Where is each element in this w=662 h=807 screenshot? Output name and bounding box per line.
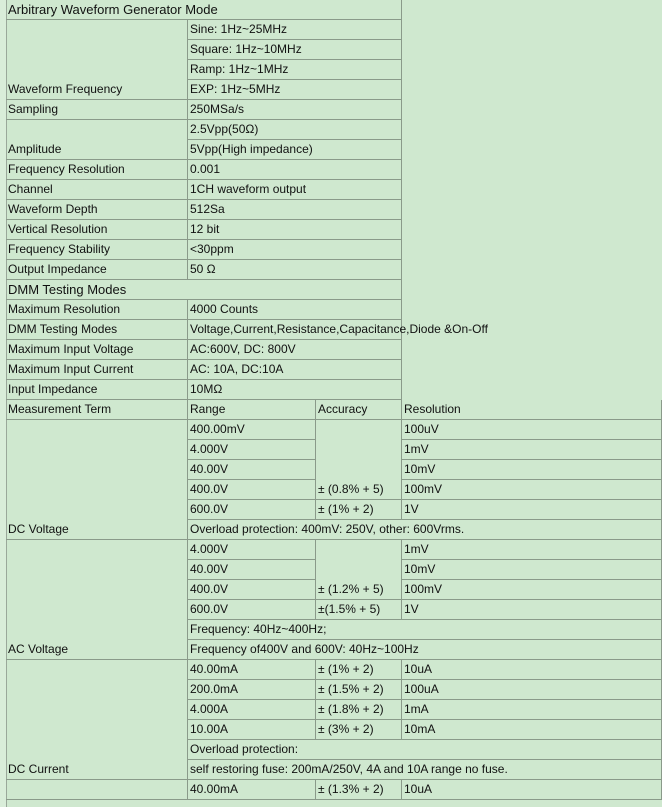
table-cell[interactable]: AC:600V, DC: 800V (188, 340, 402, 360)
table-cell[interactable]: self restoring fuse: 200mA/250V, 4A and 10A range no fuse. (188, 760, 662, 780)
table-cell[interactable]: Maximum Input Voltage (6, 340, 188, 360)
table-cell[interactable]: Waveform Depth (6, 200, 188, 220)
table-cell[interactable]: DMM Testing Modes (6, 280, 402, 300)
table-cell[interactable]: <30ppm (188, 240, 402, 260)
table-cell[interactable]: 100uA (402, 680, 662, 700)
table-cell[interactable]: 40.00mA (188, 660, 316, 680)
table-cell[interactable]: ± (0.8% + 5) (316, 420, 402, 500)
table-cell[interactable]: DC Current (6, 660, 188, 780)
table-cell[interactable]: 400.00mV (188, 420, 316, 440)
table-cell[interactable]: ± (3% + 2) (316, 720, 402, 740)
table-cell[interactable]: Channel (6, 180, 188, 200)
table-cell[interactable]: 5Vpp(High impedance) (188, 140, 402, 160)
table-cell[interactable]: 10mV (402, 460, 662, 480)
table-cell[interactable]: ± (1.8% + 2) (316, 700, 402, 720)
table-cell[interactable]: Arbitrary Waveform Generator Mode (6, 0, 402, 20)
table-cell[interactable]: ± (1.2% + 5) (316, 540, 402, 600)
table-cell[interactable]: 1mV (402, 440, 662, 460)
table-cell[interactable]: Ramp: 1Hz~1MHz (188, 60, 402, 80)
table-cell[interactable]: 400.0V (188, 480, 316, 500)
table-cell[interactable]: Maximum Resolution (6, 300, 188, 320)
table-cell[interactable]: 200.0mA (188, 680, 316, 700)
table-cell[interactable]: 400.0V (188, 580, 316, 600)
table-cell[interactable]: 12 bit (188, 220, 402, 240)
table-cell[interactable]: ± (1.3% + 2) (316, 780, 402, 800)
table-cell[interactable]: 600.0V (188, 600, 316, 620)
table-cell[interactable]: Input Impedance (6, 380, 188, 400)
table-cell[interactable]: Square: 1Hz~10MHz (188, 40, 402, 60)
table-cell[interactable]: ±(1.5% + 5) (316, 600, 402, 620)
table-cell[interactable]: 40.00V (188, 460, 316, 480)
table-cell[interactable]: 512Sa (188, 200, 402, 220)
table-cell[interactable]: Frequency Resolution (6, 160, 188, 180)
table-cell[interactable]: Waveform Frequency (6, 20, 188, 100)
table-cell[interactable]: Sine: 1Hz~25MHz (188, 20, 402, 40)
table-cell[interactable]: EXP: 1Hz~5MHz (188, 80, 402, 100)
table-cell[interactable]: Frequency: 40Hz~400Hz; (188, 620, 662, 640)
table-cell[interactable]: 10.00A (188, 720, 316, 740)
table-cell[interactable]: 4.000A (188, 700, 316, 720)
table-cell[interactable]: 1V (402, 600, 662, 620)
table-cell[interactable]: 600.0V (188, 500, 316, 520)
table-cell[interactable]: 10uA (402, 780, 662, 800)
table-cell[interactable]: Overload protection: (188, 740, 662, 760)
table-cell[interactable]: 250MSa/s (188, 100, 402, 120)
table-cell[interactable]: Measurement Term (6, 400, 188, 420)
table-cell[interactable]: 40.00V (188, 560, 316, 580)
table-cell[interactable]: 50 Ω (188, 260, 402, 280)
table-cell[interactable]: ± (1% + 2) (316, 660, 402, 680)
table-cell[interactable]: AC Voltage (6, 540, 188, 660)
table-cell[interactable]: 100mV (402, 480, 662, 500)
table-cell[interactable]: Sampling (6, 100, 188, 120)
table-cell[interactable]: 1CH waveform output (188, 180, 402, 200)
table-cell[interactable]: Overload protection: 400mV: 250V, other: 600Vrms. (188, 520, 662, 540)
table-cell[interactable]: DC Voltage (6, 420, 188, 540)
table-cell[interactable]: 10mV (402, 560, 662, 580)
table-cell[interactable]: 10uA (402, 660, 662, 680)
table-cell[interactable]: 100mV (402, 580, 662, 600)
table-cell[interactable]: Vertical Resolution (6, 220, 188, 240)
table-cell[interactable]: 4.000V (188, 440, 316, 460)
table-cell[interactable]: ± (1.5% + 2) (316, 680, 402, 700)
table-cell[interactable]: Amplitude (6, 120, 188, 160)
table-cell[interactable]: 0.001 (188, 160, 402, 180)
table-cell[interactable]: DMM Testing Modes (6, 320, 188, 340)
table-cell[interactable]: 1mA (402, 700, 662, 720)
table-cell[interactable]: Voltage,Current,Resistance,Capacitance,Diode &On-Off (188, 320, 402, 340)
table-cell[interactable]: ± (1% + 2) (316, 500, 402, 520)
table-cell[interactable]: 1mV (402, 540, 662, 560)
table-cell[interactable]: Frequency of400V and 600V: 40Hz~100Hz (188, 640, 662, 660)
table-cell[interactable]: Accuracy (316, 400, 402, 420)
table-cell[interactable]: Resolution (402, 400, 662, 420)
table-cell[interactable]: Frequency Stability (6, 240, 188, 260)
table-cell[interactable]: 10MΩ (188, 380, 402, 400)
table-cell[interactable]: AC: 10A, DC:10A (188, 360, 402, 380)
table-cell[interactable]: Maximum Input Current (6, 360, 188, 380)
table-cell[interactable]: 10mA (402, 720, 662, 740)
table-cell[interactable]: 1V (402, 500, 662, 520)
table-cell[interactable]: 4.000V (188, 540, 316, 560)
table-cell[interactable]: 40.00mA (188, 780, 316, 800)
table-cell[interactable]: Range (188, 400, 316, 420)
table-cell[interactable]: 2.5Vpp(50Ω) (188, 120, 402, 140)
table-cell[interactable]: 4000 Counts (188, 300, 402, 320)
table-cell[interactable]: 100uV (402, 420, 662, 440)
table-cell[interactable] (6, 780, 188, 800)
table-cell[interactable]: Output Impedance (6, 260, 188, 280)
